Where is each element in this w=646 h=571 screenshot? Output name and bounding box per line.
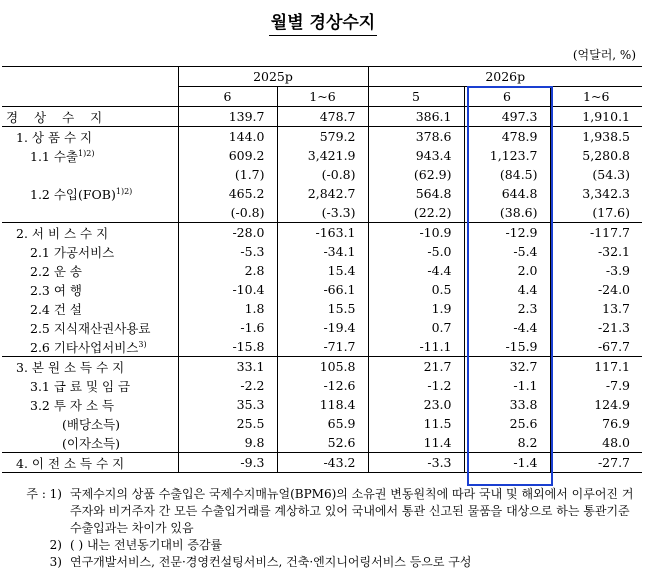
table-row — [2, 223, 642, 243]
value-cell: 1,123.7 — [464, 146, 550, 165]
row-label-text: 2.2 운 송 — [30, 263, 82, 279]
value-cell: -71.7 — [277, 337, 368, 357]
row-label — [2, 242, 178, 261]
current-account-table — [2, 66, 642, 473]
footnotes — [8, 486, 638, 571]
value-cell: 386.1 — [368, 107, 464, 127]
value-cell: -1.4 — [464, 453, 550, 473]
footnote-number: 3) — [49, 555, 62, 569]
value-cell: -21.3 — [550, 318, 642, 337]
row-label — [2, 280, 178, 299]
value-cell: 118.4 — [277, 395, 368, 414]
value-cell: (54.3) — [550, 165, 642, 184]
table-row — [2, 337, 642, 357]
value-cell: 9.8 — [178, 433, 277, 453]
value-cell: 105.8 — [277, 357, 368, 377]
value-cell: -15.8 — [178, 337, 277, 357]
row-label-text: (이자소득) — [62, 435, 121, 451]
row-label — [2, 299, 178, 318]
value-cell: (22.2) — [368, 203, 464, 223]
table-row — [2, 280, 642, 299]
value-cell: 76.9 — [550, 414, 642, 433]
value-cell: 2.8 — [178, 261, 277, 280]
value-cell: 564.8 — [368, 184, 464, 203]
row-label-text: 1. 상 품 수 지 — [16, 129, 93, 145]
header-year-2026: 2026p — [368, 67, 642, 87]
header-month: 6 — [464, 87, 550, 107]
row-label-text: 1.1 수출 — [30, 148, 79, 164]
value-cell: -5.4 — [464, 242, 550, 261]
row-label — [2, 414, 178, 433]
value-cell: 8.2 — [464, 433, 550, 453]
value-cell: 644.8 — [464, 184, 550, 203]
value-cell: (-0.8) — [178, 203, 277, 223]
value-cell: 609.2 — [178, 146, 277, 165]
value-cell: 497.3 — [464, 107, 550, 127]
value-cell: 4.4 — [464, 280, 550, 299]
value-cell: (84.5) — [464, 165, 550, 184]
row-label — [2, 223, 178, 243]
row-label — [2, 203, 178, 223]
value-cell: 25.5 — [178, 414, 277, 433]
value-cell: 13.7 — [550, 299, 642, 318]
value-cell: 15.4 — [277, 261, 368, 280]
row-label-text: 3.1 급 료 및 임 금 — [30, 378, 131, 394]
value-cell: 65.9 — [277, 414, 368, 433]
table-row — [2, 433, 642, 453]
row-label — [2, 357, 178, 377]
table-row — [2, 127, 642, 147]
value-cell: 579.2 — [277, 127, 368, 147]
value-cell: -5.3 — [178, 242, 277, 261]
footnote-item — [8, 486, 638, 537]
value-cell: 11.5 — [368, 414, 464, 433]
value-cell: -27.7 — [550, 453, 642, 473]
table-row — [2, 184, 642, 203]
row-label-text: 4. 이 전 소 득 수 지 — [16, 455, 125, 471]
value-cell: 478.7 — [277, 107, 368, 127]
value-cell: 1,938.5 — [550, 127, 642, 147]
row-label-text: 2.5 지식재산권사용료 — [30, 320, 151, 336]
value-cell: 378.6 — [368, 127, 464, 147]
value-cell: -163.1 — [277, 223, 368, 243]
row-label-text: 2.3 여 행 — [30, 282, 82, 298]
value-cell: -15.9 — [464, 337, 550, 357]
row-label-text: 1.2 수입(FOB) — [30, 186, 116, 202]
table-row — [2, 242, 642, 261]
value-cell: 1,910.1 — [550, 107, 642, 127]
value-cell: 465.2 — [178, 184, 277, 203]
row-label-text: (배당소득) — [62, 416, 121, 432]
value-cell: -9.3 — [178, 453, 277, 473]
value-cell: 11.4 — [368, 433, 464, 453]
value-cell: 943.4 — [368, 146, 464, 165]
row-label — [2, 165, 178, 184]
value-cell: -3.3 — [368, 453, 464, 473]
table-row — [2, 203, 642, 223]
value-cell: -12.6 — [277, 376, 368, 395]
value-cell: -1.2 — [368, 376, 464, 395]
footnote-marker: 1)2) — [78, 148, 95, 158]
footnote-text: 국제수지의 상품 수출입은 국제수지매뉴얼(BPM6)의 소유권 변동원칙에 따라 국내 및 해외에서 이루어진 거주자와 비거주자 간 모든 수출입거래를 계상하고 있어 국내에서 통관 신고된 물품을 대상으로 하는 통관기준 수출입과는 차이가 있음 — [70, 487, 634, 535]
value-cell: 25.6 — [464, 414, 550, 433]
footnote-item — [8, 554, 638, 571]
value-cell: 1.9 — [368, 299, 464, 318]
value-cell: 0.7 — [368, 318, 464, 337]
row-label — [2, 376, 178, 395]
value-cell: 139.7 — [178, 107, 277, 127]
footnote-marker: 3) — [138, 339, 147, 349]
value-cell: 32.7 — [464, 357, 550, 377]
value-cell: 5,280.8 — [550, 146, 642, 165]
footnote-number: 2) — [49, 538, 62, 552]
value-cell: (-0.8) — [277, 165, 368, 184]
row-label — [2, 318, 178, 337]
value-cell: -10.9 — [368, 223, 464, 243]
table-row — [2, 318, 642, 337]
value-cell: -4.4 — [464, 318, 550, 337]
row-label — [2, 127, 178, 147]
value-cell: (-3.3) — [277, 203, 368, 223]
row-label-text: 3.2 투 자 소 득 — [30, 397, 115, 413]
footnote-text: 연구개발서비스, 전문·경영컨설팅서비스, 건축·엔지니어링서비스 등으로 구성 — [70, 555, 472, 569]
row-label — [2, 453, 178, 473]
value-cell: (17.6) — [550, 203, 642, 223]
row-label-text: 2. 서 비 스 수 지 — [16, 225, 109, 241]
value-cell: 33.1 — [178, 357, 277, 377]
value-cell: 3,421.9 — [277, 146, 368, 165]
footnote-item — [8, 537, 638, 554]
table-row — [2, 414, 642, 433]
value-cell: -19.4 — [277, 318, 368, 337]
value-cell: (1.7) — [178, 165, 277, 184]
table-row — [2, 299, 642, 318]
value-cell: 3,342.3 — [550, 184, 642, 203]
table-row — [2, 453, 642, 473]
value-cell: 48.0 — [550, 433, 642, 453]
value-cell: 1.8 — [178, 299, 277, 318]
value-cell: 2.0 — [464, 261, 550, 280]
value-cell: -43.2 — [277, 453, 368, 473]
value-cell: -3.9 — [550, 261, 642, 280]
value-cell: -24.0 — [550, 280, 642, 299]
value-cell: 144.0 — [178, 127, 277, 147]
value-cell: 2,842.7 — [277, 184, 368, 203]
value-cell: -4.4 — [368, 261, 464, 280]
value-cell: 52.6 — [277, 433, 368, 453]
value-cell: -32.1 — [550, 242, 642, 261]
value-cell: 33.8 — [464, 395, 550, 414]
row-label — [2, 261, 178, 280]
value-cell: 2.3 — [464, 299, 550, 318]
page-title: 월별 경상수지 — [0, 8, 646, 33]
row-label-text: 2.6 기타사업서비스 — [30, 339, 139, 355]
table-row — [2, 107, 642, 127]
value-cell: (62.9) — [368, 165, 464, 184]
value-cell: 15.5 — [277, 299, 368, 318]
value-cell: -10.4 — [178, 280, 277, 299]
value-cell: 35.3 — [178, 395, 277, 414]
value-cell: -2.2 — [178, 376, 277, 395]
value-cell: -66.1 — [277, 280, 368, 299]
row-label — [2, 337, 178, 357]
value-cell: -1.6 — [178, 318, 277, 337]
row-label — [2, 146, 178, 165]
value-cell: -1.1 — [464, 376, 550, 395]
table-row — [2, 395, 642, 414]
row-label — [2, 107, 178, 127]
value-cell: 21.7 — [368, 357, 464, 377]
footnote-number: 주 : 1) — [26, 487, 62, 501]
value-cell: 478.9 — [464, 127, 550, 147]
value-cell: -12.9 — [464, 223, 550, 243]
value-cell: -67.7 — [550, 337, 642, 357]
table-row — [2, 146, 642, 165]
value-cell: -34.1 — [277, 242, 368, 261]
footnote-text: ( ) 내는 전년동기대비 증감률 — [70, 538, 223, 552]
row-label — [2, 395, 178, 414]
header-year-2025: 2025p — [178, 67, 368, 87]
row-label-text: 경 상 수 지 — [6, 109, 109, 125]
row-label — [2, 184, 178, 203]
header-month: 1~6 — [277, 87, 368, 107]
value-cell: -5.0 — [368, 242, 464, 261]
row-label-text: 2.4 건 설 — [30, 301, 82, 317]
value-cell: 117.1 — [550, 357, 642, 377]
table-row — [2, 261, 642, 280]
value-cell: -28.0 — [178, 223, 277, 243]
table-row — [2, 357, 642, 377]
value-cell: 0.5 — [368, 280, 464, 299]
header-month: 1~6 — [550, 87, 642, 107]
value-cell: (38.6) — [464, 203, 550, 223]
header-blank — [2, 67, 178, 87]
row-label-text: 3. 본 원 소 득 수 지 — [16, 359, 125, 375]
value-cell: -7.9 — [550, 376, 642, 395]
unit-label: (억달러, %) — [572, 48, 636, 62]
table-row — [2, 376, 642, 395]
header-month: 5 — [368, 87, 464, 107]
header-month: 6 — [178, 87, 277, 107]
row-label-text: 2.1 가공서비스 — [30, 244, 115, 260]
value-cell: 124.9 — [550, 395, 642, 414]
value-cell: 23.0 — [368, 395, 464, 414]
row-label — [2, 433, 178, 453]
value-cell: -117.7 — [550, 223, 642, 243]
header-blank — [2, 87, 178, 107]
value-cell: -11.1 — [368, 337, 464, 357]
footnote-marker: 1)2) — [115, 186, 133, 196]
table-row — [2, 165, 642, 184]
